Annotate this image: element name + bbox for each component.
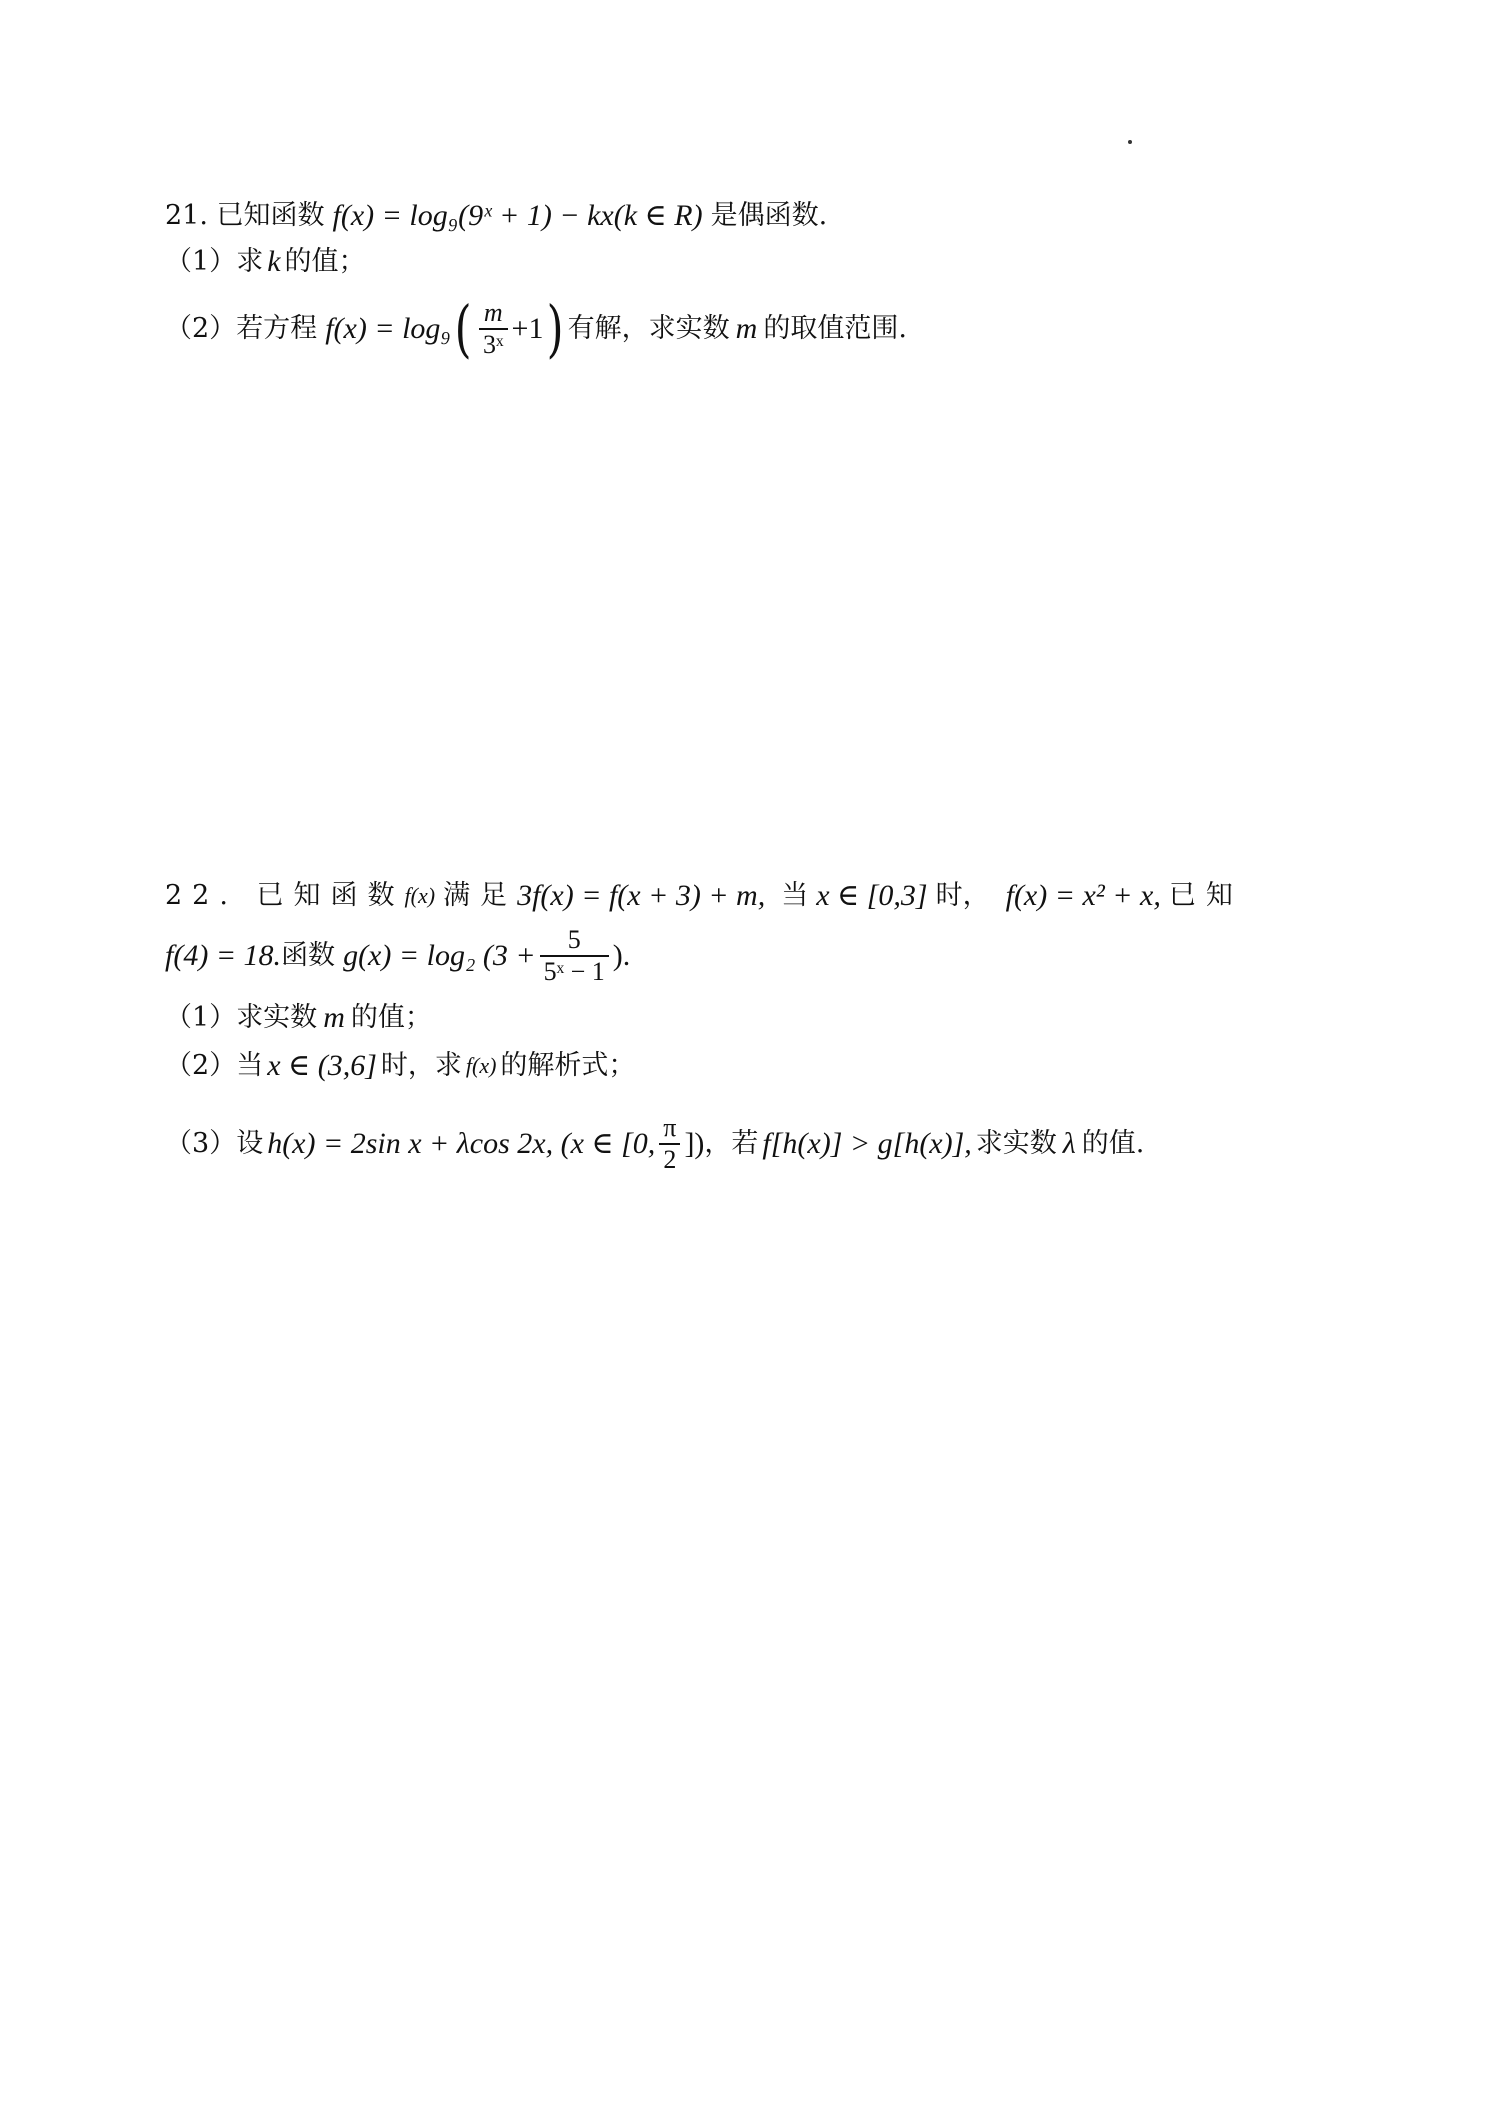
q22-part2	[165, 1046, 635, 1086]
q22-p2-domain: x ∈ (3,6]	[267, 1049, 377, 1082]
q22-stem-line2	[165, 918, 630, 994]
q21-p2-plus-one: +1	[511, 312, 544, 345]
q22-p3-frac-den: 2	[659, 1143, 680, 1175]
q22-stem-satisfies: 满足	[443, 880, 518, 911]
q22-p1-var: m	[323, 1001, 345, 1034]
q22-p3-text-b: ，若	[704, 1128, 759, 1159]
q22-p2-f: f(x)	[465, 1053, 497, 1078]
q22-part3	[165, 1106, 1144, 1182]
q21-stem-prefix: 21. 已知函数	[165, 200, 325, 231]
q22-p1-label: （1）	[165, 1002, 237, 1033]
q21-p2-fraction	[479, 298, 508, 360]
q21-p2-text-a: 若方程	[236, 313, 318, 344]
q22-p2-label: （2）	[165, 1050, 237, 1081]
scan-dot	[1128, 140, 1132, 144]
q22-p2-text-a: 当	[236, 1050, 264, 1081]
q22-p3-ineq: f[h(x)] > g[h(x)],	[762, 1127, 972, 1160]
q22-p3-fraction	[659, 1113, 680, 1175]
q22-g-fraction	[540, 925, 609, 987]
q22-stem-f: f(x)	[404, 883, 436, 908]
q22-p2-text-c: 的解析式；	[500, 1050, 636, 1081]
q22-stem-when: 当	[781, 880, 809, 911]
q22-g-def: g(x) = log₂ (3 +	[343, 939, 536, 972]
q22-g-frac-den: 5ˣ − 1	[540, 955, 609, 987]
q22-stem-known: 已知	[1168, 880, 1243, 911]
q22-stem-time: 时，	[935, 880, 990, 911]
q21-p1-text-b: 的值；	[284, 246, 366, 277]
q21-p2-close-paren: )	[547, 292, 565, 365]
q22-stem	[165, 876, 1243, 916]
q22-stem-domain: x ∈ [0,3]	[816, 879, 928, 912]
q22-p3-close: ])	[684, 1127, 705, 1160]
q22-stem-formula2: f(x) = x² + x,	[1005, 879, 1161, 912]
q21-p2-lhs: f(x) = log₉	[325, 312, 451, 345]
q22-f4: f(4) = 18.	[165, 939, 282, 972]
q22-stem-prefix: 22. 已知函数	[165, 880, 405, 911]
q22-stem-formula1: 3f(x) = f(x + 3) + m,	[517, 879, 766, 912]
q21-p2-frac-num: m	[483, 298, 503, 327]
q22-p3-frac-num: π	[663, 1113, 677, 1142]
q21-stem	[165, 196, 827, 236]
q22-g-close: ).	[612, 939, 631, 972]
q22-p3-text-d: 的值.	[1081, 1128, 1145, 1159]
q21-p2-open-paren: (	[454, 292, 472, 365]
q21-p2-text-c: 的取值范围.	[763, 313, 907, 344]
q21-p2-text-b: 有解，求实数	[567, 313, 730, 344]
q22-p2-text-b: 时，求	[380, 1050, 462, 1081]
q22-p3-var: λ	[1062, 1127, 1076, 1160]
q21-p2-var: m	[735, 312, 758, 345]
q21-p2-label: （2）	[165, 313, 237, 344]
q22-p3-text-a: 设	[236, 1128, 264, 1159]
q21-stem-suffix: 是偶函数.	[710, 200, 828, 231]
q21-p2-frac-den: 3ˣ	[479, 328, 508, 360]
q22-p3-label: （3）	[165, 1128, 237, 1159]
q22-p3-formula: h(x) = 2sin x + λcos 2x, (x ∈ [0,	[267, 1127, 656, 1160]
q22-func-label: 函数	[281, 940, 336, 971]
q21-part2	[165, 294, 907, 364]
q21-part1	[165, 242, 366, 282]
q22-p1-text-a: 求实数	[236, 1002, 318, 1033]
q21-stem-formula: f(x) = log₉(9ˣ + 1) − kx(k ∈ R)	[332, 199, 703, 232]
q21-p1-var: k	[267, 245, 281, 278]
q21-p1-text-a: 求	[236, 246, 264, 277]
q22-part1	[165, 998, 432, 1038]
q22-g-frac-num: 5	[567, 925, 581, 954]
q21-p1-label: （1）	[165, 246, 237, 277]
q22-p1-text-b: 的值；	[350, 1002, 432, 1033]
q22-p3-text-c: 求实数	[975, 1128, 1057, 1159]
